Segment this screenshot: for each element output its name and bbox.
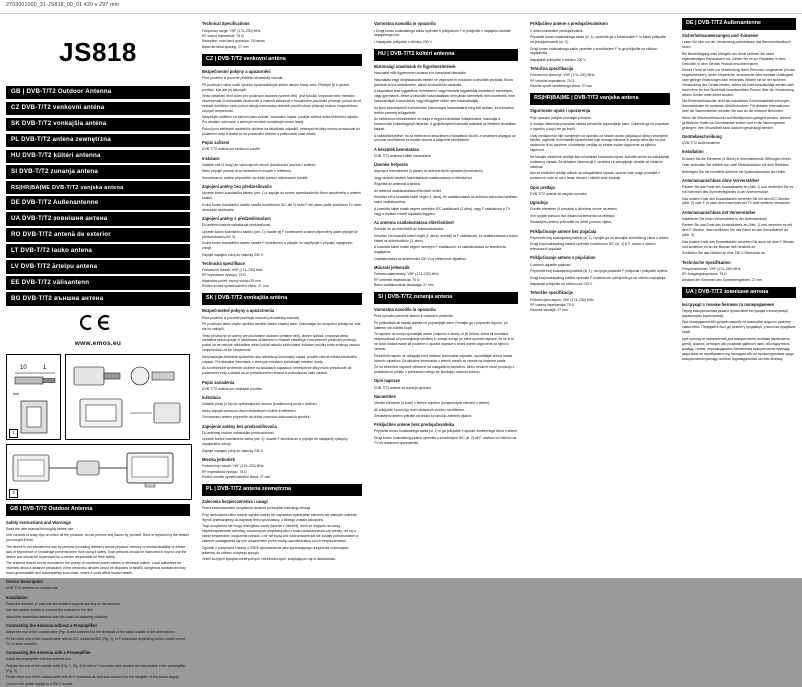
- pl-extra-heading: Varnostna navodila in opozorila: [374, 21, 436, 27]
- cz-tech-4: Rozteč svorek symetrizačního členu: 27 mm: [202, 284, 269, 289]
- hu-tech-3: Balun csatlakozóinak távolsága: 27 mm: [374, 283, 434, 288]
- tech-line-4: Balun terminal spacing: 27 mm: [202, 44, 249, 49]
- column-4: [524, 14, 676, 578]
- rs-safety-p3: Ovaj uređaj/ureda nije namijenjen za uporabu od strane osoba (uključujući djecu) smanjenih fizičkih, osjetilnih ili mentalnih sposobnosti koje nemaju iskustva ili znanja osim ako su pod nadzorom ili su upućene u korištenje uređaja od strane osobe odgovorne za njihovu sigurnost.: [530, 133, 668, 153]
- hu-safety-p1: Használat előtt figyelmesen olvassa el a használati útmutatót.: [374, 71, 467, 76]
- section-header-hu: HU | DVB-T/T2 kültéri antenna: [374, 49, 518, 61]
- de-safety-p2: Bei Beschädigung oder Mängeln am Gerät nehmen Sie keine eigenständigen Reparaturen vor. Geben Sie es zur Reparatur in dem Geschäft, in dem Sie das Produkt erworben haben.: [682, 51, 786, 66]
- lang-bar-rs: RS|HR|BA|ME DVB-T/T2 vanjska antena: [6, 181, 190, 194]
- rs-safety-p1: Prije uporabe pažljivo pročitajte priručnik.: [530, 115, 592, 120]
- gb-safety-p1: Read the user manual thoroughly before use.: [6, 526, 75, 531]
- rs-install-p2: Ili ih spojite pomoću dva distančna elementa na reflektor.: [530, 213, 616, 218]
- sk-install-p1: Zatlačte prvky (4 ks) do vyčnievajúcich otvorov (konštrukčný prvok v anténe).: [202, 402, 318, 407]
- column-5: [676, 14, 802, 578]
- hu-install-p5: Készítse elő a koaxiális kábel végét (1. ábra), és csatlakoztassa az antenna dobozban található balun csatlakozóihoz.: [374, 195, 518, 205]
- cz-preamp-heading: Zapojení antény s předzesilovačem: [202, 215, 271, 221]
- si-tech-2: RF izhodna impedanca: 75 Ω: [530, 78, 575, 83]
- gb-install-p3: Attach the assembled antenna onto the mast via fastening shackles.: [6, 614, 109, 619]
- de-safety-p5: Wenn die Elektroverbraucher auf Mülldeponien gelagert werden, können gefährliche Stoffe ins Grundwasser sickern und in die Nahrungskette gelangen; Ihre Gesundheit kann dadurch geschädigt werden.: [682, 115, 791, 130]
- cz-tech-2: RF impedance výstupu: 75 Ω: [202, 273, 246, 278]
- si-nopreamp-p1: Pripravite konec koaksialnega kabla (sl. 1) in ga priključite v sponke simetrirnega člena v anteni.: [374, 429, 518, 434]
- tech-line-2: RF output impedance: 75 Ω: [202, 33, 244, 38]
- hu-install-p3: Rögzítse az antennát a tartóra.: [374, 182, 421, 187]
- gb-safety-p2: Unit consists of sharp tips on which all the products, do not perform any issues by yourself. Base is repaired by the retailer you bought it from.: [6, 533, 189, 543]
- gb-device-heading: Device Description: [6, 579, 43, 585]
- lang-bar-bg: BG DVB-T/T2 външна антена: [6, 292, 190, 306]
- lang-bar-ro: RO DVB-T/T2 antenă de exterior: [6, 228, 190, 242]
- lang-bar-pl: PL DVB-T/T2 antena zewnętrzna: [6, 134, 190, 148]
- de-install-p3: Befestigen Sie die montierte Antenne mit Spannschrauben am Halter.: [682, 169, 787, 174]
- de-tech-2: RF-Ausgangsimpedanz: 75 Ω: [682, 272, 727, 277]
- gb-tech-heading: Technical Specifications: [202, 21, 250, 27]
- hu-preamp-p1: Szerelje be az előerősítőt az antennadobozba.: [374, 227, 444, 232]
- section-header-pl: PL | DVB-T/T2 antena zewnętrzna: [202, 484, 362, 496]
- cz-preamp-p2: Upravte konec koaxiálního kabelu (obr. 1), osaďte jej F konektorem a kabel připevněný kabel připojte ke předzesilovači (obr. 3).: [202, 229, 358, 239]
- de-safety-p4: Die Elektroverbraucher nicht als unsortierter Kommunalabfall entsorgen, Sammelstellen für sortierten Abfall benutzen. Für aktuelle Informationen über die Sammelstellen wenden Sie sich an die örtlichen Behörden.: [682, 99, 791, 114]
- svg-text:mm: mm: [13, 392, 19, 397]
- cz-safety-p1: Před použitím si pozorně přečtěte uživatelský manuál.: [202, 76, 284, 81]
- si-device-p1: DVB-T/T2 antena za zunanjo uporabo: [374, 385, 432, 390]
- sk-preamp-p3: Zapojte napájací zdroj do zásuvky 230 V.: [202, 448, 264, 453]
- hu-install-p1: Nyomja a elrendezetet (4 darab) az antenna építő nyílásba (konstrukció).: [374, 169, 484, 174]
- lang-bar-hu: HU DVB-T/T2 kültéri antenna: [6, 150, 190, 164]
- sk-safety-p2: Pri používaní alebo chybe výrobku nerobte žiadne zásahy sami. Odovzdajte ho na opravu predajcovi, kde ste ho zakúpili.: [202, 322, 361, 331]
- section-header-si: SI | DVB-T/T2 zunanja antena: [374, 292, 518, 304]
- sk-tech-2: RF impedancia výstupu: 75 Ω: [202, 469, 247, 474]
- ce-mark-icon: [6, 315, 190, 332]
- gb-preamp-p2: Prepare the end of the coaxial cable (Fig. 1, Fig. 2) fit with a F connector and connect the balun/cable in the preamplifier (Fig. 3).: [6, 663, 186, 673]
- hu-safety-p3: A készüléket testi fogyatékos, érzékszervi, vagy mentális fogyatékkal rendelkező személyek, vagy gyermekek, illetve a készülék használatában nem jártas személyek nem kezelhetik, nem használhatják a készüléket, vagy felügyelet nélkül nem használhatják.: [374, 89, 515, 104]
- rs-preamp-p1: U antenu ugradite pojačalo.: [530, 262, 572, 267]
- cz-safety-p4: Nesplňujte oddělení od zařízení jako svítidel, komunální odpad, použijte sběrná místa tříděného odpadu. Pro aktuální informace o sběrných místech kontaktujte místní úřady.: [202, 115, 359, 125]
- rs-install-p1: Gurnite elemente (4 komada) u izbočene otvore na anteni.: [530, 207, 618, 212]
- document-code: 2703001000_31-JS818_00_01 420 x 297 mm: [6, 2, 120, 8]
- lang-bar-si: SI DVB-T/T2 zunanja antena: [6, 165, 190, 179]
- hu-install-p6: A koaxiális kábel másik végére szereljen IEC csatlakozót (2.ábra), vagy F csatlakozót a TV vagy a további erősítő aljzatától függően.: [374, 206, 510, 216]
- hu-preamp-p3: A koaxiális kábel másik végére szereljen F csatlakozót, és csatlakoztassa az áramforrás dugaljához.: [374, 245, 507, 255]
- lang-bar-lv: LV DVB-T/T2 ārtelpu antena: [6, 260, 190, 274]
- hu-device-p1: DVB-T/T2 antenna kültéri használatra: [374, 153, 431, 158]
- sk-install-p2: Alebo pripojte pomocou dvoch dištančných vložiek k reflektoru.: [202, 408, 297, 413]
- gb-safety-heading: Safety Instructions and Warnings: [6, 519, 71, 525]
- hu-safety-p5: Az elektromos készülékeket ne dobja a vegyes háztartási hulladékokba, használja a kommunális hulladékgyűjtő helyeket. A gyűjtőhelyekről aktuális adatokat az illetékes hivatalban kaphat.: [374, 117, 517, 131]
- rs-nopreamp-p2: Drugi kraj koaksijalnog kabela opremite konektorom IEC (sl. 2) ili F, ovisno o utičnici televizora ili pojačala.: [530, 242, 656, 252]
- figure-2-connector: [65, 354, 190, 440]
- gb-device-p1: DVB-T/T2 antenna for outdoor use: [6, 586, 59, 591]
- sk-tech-heading: Mienka jednotiek: [202, 456, 235, 462]
- svg-text:1: 1: [43, 365, 47, 372]
- de-preamp-p3: Das andere Ende des Koaxialkabels versehen Sie auch mit dem F-Stecker und schließen es an die Buchse des Netzteils an.: [682, 239, 795, 249]
- hu-safety-p4: Az ilyen személyekről a készülékek biztonságos használatáról meg kell tanítani, és biztosítsa felelős személy felügyeletét.: [374, 105, 514, 115]
- lang-bar-sk: SK DVB-T/T2 vonkajšia anténa: [6, 118, 190, 132]
- section-header-rs: RS|HR|BA|ME | DVB-T/T2 vanjska antena: [530, 93, 670, 105]
- sk-safety-p3: Tento prístroj nie je určený pre používanie osobami (vrátane detí), ktorým fyzická, zmyslová alebo mentálna neschopnosť či nedostatok skúseností a znalostí zabraňuje v bezpečnom používaní prístroja, pokiaľ na ne nebude dohliadané alebo pokiaľ nebudú inštruované ohľadne použitia tohto prístroja osobou zodpovednou za ich bezpečnosť.: [202, 333, 360, 353]
- si-device-heading: Opis naprave: [374, 378, 400, 384]
- rs-preamp-p4: Napajanje priključite na utičnicu od 230 V.: [530, 282, 593, 287]
- cz-tech-3: Maximální počet: možný vstupu 25 mm: [202, 278, 261, 283]
- section-header-ua: UA | DVB-T/T2 зовнішня антена: [682, 287, 796, 299]
- hu-tech-1: Frekvenciatartomány: VHF (174–230) MHz: [374, 272, 439, 277]
- de-safety-p1: Lesen Sie sich vor der Verwendung aufmerksam das Benutzerhandbuch durch.: [682, 40, 791, 50]
- rs-preamp-heading: Priključivanje antene s pojačalom: [530, 255, 596, 261]
- rs-tech-1: Frekvencijski raspon: VHF (174–230) MHz: [530, 297, 594, 302]
- document-header: [0, 0, 802, 14]
- cz-device-p1: DVB-T/T2 anténa pro venkovní použití: [202, 147, 260, 152]
- de-preamp-heading: Antennenanschluss mit Vorverstärker: [682, 209, 756, 215]
- column-2: [196, 14, 368, 578]
- ua-safety-p1: Перед використанням уважно прочитайте інструкцію з експлуатації (керівництво користувача).: [682, 308, 788, 318]
- cz-install-heading: Instalace: [202, 155, 220, 161]
- cz-safety-p2: Při používání rukou vodič výrobku vyvarovat/dojde skrbní ostrým hrany vami. Předejte již k opravě prodejci, kde jste jej zakoupili.: [202, 82, 349, 92]
- de-install-heading: Installation: [682, 149, 704, 155]
- cz-preamp-p3: Druhý konec koaxiálního kabelu osaďte F konektorem a připojte ho na/připojte v přípojky napájecího zdroje.: [202, 241, 353, 250]
- gb-preamp-p1: Install the preamplifier into the antenna box.: [6, 657, 72, 662]
- si-install-p1: Vtisnite elemente (4 kose) v štrleče odprtine (konstrukcijski element v anteni).: [374, 400, 491, 405]
- rs-device-p1: DVB-T/T2 antena za vanjsku uporabu: [530, 191, 587, 196]
- de-install-p2: Oder verbinden Sie mithilfe von zwei Distanzstücken mit dem Reflektor.: [682, 163, 790, 168]
- cz-install-p1: Zatlačte sítě (4 kusy) do vyčnívajících otvorů (konstrukční pružina v anténě).: [202, 162, 317, 167]
- sk-tech-1: Frekvenčný rozsah: VHF (174–230) MHz: [202, 464, 264, 469]
- cz-nopreamp-heading: Zapojení antény bez předzesilovače: [202, 184, 272, 190]
- de-preamp-p1: Installieren Sie einen Vorverstärker in der Antennendose.: [682, 216, 768, 221]
- gb-nopreamp-heading: Connecting the Antenna without a Preamplifier: [6, 623, 98, 629]
- de-safety-p3: Dieses Gerät ist nicht zur Verwendung durch Personen vorgesehen (Kinder eingeschlossen), deren körperliche, sensorische oder mentale Unfähigkeit oder geringe Erfahrungen bzw. fehlendes Wissen sie an der sicheren Verwendung des Geräts hindert, sofern sie nicht beaufsichtigt werden oder durch eine für ihre Sicherheit verantwortliche Person über die Verwendung dieses Geräts unterrichtet wurden.: [682, 68, 796, 97]
- si-preamp-p2: Pripravite konec koaksialnega kabla (sl. 1), opremite ga s konektorjem F in kabel priključite na predojačevalnik (sl. 3).: [530, 35, 667, 44]
- cz-nopreamp-p1: Upravte konec koaxiálního kabelu (obr. 1) a zapojte do svorek symetrizačního členu umístěného v anténní krabici.: [202, 191, 362, 201]
- rs-safety-p4: Ne bacajte električne uređaje kao nesortirani komunalni otpad, koristite centre za sakupljanje sortiranog otpada. Za aktualne informacije o centrima za sakupljanje obratite se lokalnim vlastima.: [530, 154, 670, 169]
- pl-safety-heading: Zalecenia bezpieczeństwa i uwagi: [202, 499, 268, 505]
- rs-nopreamp-p1: Pripremite kraj koaksijalnog kabela (sl. 1) i spojite ga na stezaljke simetričnog člana u anteni.: [530, 235, 670, 240]
- sk-preamp-heading: Zapojenie antény bez predzosilňovača: [202, 423, 277, 429]
- columns-container: [0, 14, 802, 686]
- sk-preamp-p2: Upravte koniec koaxiálneho kábla (obr. 1), osaďte F konektorom a pripojte do napájacej výstupky napájacieho zdroja.: [202, 437, 348, 447]
- de-nopreamp-p1: Passen Sie das Ende des Koaxialkabels an (Abb. 1) und verbinden Sie es mit Klemmen des Symmetriegliedes in der Antennendose.: [682, 185, 794, 195]
- rs-preamp-p2: Pripremite kraj koaksijalnog kabela (sl. 1), na njega postavite F priključak i priključite antenu.: [530, 269, 669, 274]
- de-device-heading: Gerätebeschreibung: [682, 134, 722, 140]
- gb-install-p2: Use two spacer dowels to connect the antenna to the dish.: [6, 608, 94, 613]
- rs-safety-p2: U slučaju oštećenja proizvoda nikada preuzmite popravljanje sami. Odnesite ga na popravak u trgovinu u kojoj ste ga kupili.: [530, 122, 669, 132]
- cz-safety-p3: Tento zdravotní není určen pro používání osobami (včetně dětí), jimž fyzická, smyslová nebo mentální neschopnost či nedostatek zkušeností a znalostí zabraňuje v bezpečném používání přístroje, pokud na ně nebude dohlíženo nebo pokud nebyly instruovány ohledně použití tohoto přístroje osobou zodpovědnou za jejich bezpečnost.: [202, 94, 362, 113]
- pl-safety-p5: Jeżeli zużytych spriętów elektrycznych i elektronicznych, znajdujących się w składowiska.: [202, 557, 337, 562]
- de-tech-3: Abstand der Klemmen des Symmetriegliedes: 27 mm: [682, 277, 763, 282]
- si-install-heading: Namestitev: [374, 393, 396, 399]
- lang-bar-ee: EE DVB-T/T2 välisantenn: [6, 276, 190, 290]
- figure-number-1: 1: [9, 429, 18, 438]
- gb-nopreamp-p2: Fit the other end of the coaxial cable with an IEC connector/IEC (Fig. 2), or F-connector depending on the socket on the TV or other amplifier.: [6, 636, 186, 646]
- figures-block: [6, 354, 190, 500]
- cz-preamp-p1: Do anténní krabice nainstalujte předzesilovač.: [202, 223, 272, 228]
- si-preamp-p3: Drugi konec koaksialnega kabla opremite s konektorjem F in ga priključite na vtičnico napajalnika.: [530, 46, 658, 56]
- si-nopreamp-heading: Priključitev antene brez predojačevalnika: [374, 422, 455, 428]
- pl-safety-p4: Zgodnie z przepisami Ustawy o ZSEE wprowadzenie jako sprzedającego urządzenia zobowiązani jesteśmy do odbioru zużytego sprzętu.: [202, 545, 349, 555]
- si-safety-p5: Če so električne naprave odložene na odlagališčih odpadkov, lahko nevarne snovi pronicajo v podtalnico in pridejo v prehransko verigo ter škodujejo vašemu zdravju.: [374, 365, 515, 375]
- cz-device-heading: Popis zařízení: [202, 140, 230, 146]
- hu-safety-p2: Használata vagy meghibásodás esetén ne végezzen el módosan a készülék javítását. Bízza javítását arra a kereskedőre, akinél a készüléket vásárolta.: [374, 77, 513, 87]
- si-install-p2: Ali priključite s pomočjo dveh distančnih vložkov na reflektor.: [374, 407, 465, 412]
- hu-tech-2: RF kimeneti impedancia: 75 Ω: [374, 277, 420, 282]
- ua-safety-p3: Цей прилад не призначений для використання особами (включаючи дітей), фізичні, сенсорні або розумові здібності яких, або відсутність досвіду і знань, перешкоджають безпечному використанню приладу, якщо вони не перебувають під наглядом або не проінструктовані щодо використання приладу особою, відповідальною за їхню безпеку.: [682, 336, 794, 361]
- section-header-gb: GB | DVB-T/T2 Outdoor Antenna: [6, 504, 190, 516]
- hu-preamp-p2: Készítse elő koaxiális kábel végét (1. ábra), szerelje rá F csatlakozót, és csatlakoztassa a balun kábelt az előerősítőhöz (3. ábra).: [374, 233, 518, 243]
- cz-tech-1: Frekvenční rozsah: VHF (174–230) MHz: [202, 267, 263, 272]
- hu-tech-heading: Műszaki jellemzők: [374, 265, 410, 271]
- column-3: [368, 14, 524, 578]
- section-header-cz: CZ | DVB-T/T2 venkovní anténa: [202, 54, 362, 66]
- gb-preamp-heading: Connecting the Antenna with a Preamplifier: [6, 650, 91, 656]
- pl-safety-p3: Tego urządzenia nie mogą obsługiwać osoby (łącznie z dziećmi), które ze względu na swoją niepełnosprawność ruchową, czuciową lub umysłową albo z braku doświadczenia czy wiedzy, nie są w stanie bezpiecznie urządzenia używać, o ile nie będą one nadzorowane lub nie zostały poinstruowane w zakresie posługiwania się tym urządzeniem przez osobę odpowiedzialną za ich bezpieczeństwo.: [202, 524, 359, 544]
- lang-bar-cz: CZ DVB-T/T2 venkovní anténa: [6, 102, 190, 116]
- cz-preamp-p4: Zapojte napájecí zdroj do zásuvky 230 V.: [202, 252, 264, 257]
- gb-install-p1: Press the direction (2 pcs) into the installed support opening on the antenna.: [6, 601, 121, 606]
- sk-safety-heading: Bezpečnostné pokyny a upozornenia: [202, 308, 275, 314]
- tech-line-3: Reception: max band spectrum, 25 bands: [202, 39, 265, 44]
- ua-safety-heading: Інструкції з техніки безпеки та попередження: [682, 301, 774, 307]
- rs-preamp-p3: Drugi kraj koaksijalnog kabela opremite F konektorom i priključite ga na utičnicu napajanja.: [530, 275, 667, 280]
- rs-tech-3: Razmak stezaljki: 27 mm: [530, 308, 568, 313]
- column-1: [0, 14, 196, 686]
- gb-preamp-p3: Fit the other end of the coaxial cable with an F connector as well and connect it to the daughter of the power supply.: [6, 675, 180, 680]
- cz-nopreamp-p2: Druhý konec koaxiálního kabelu osaďte konektorem IEC dle 2) nebo F dle závisí podle konektoru TV nebo demontáž zesilovače.: [202, 202, 362, 212]
- figure-3-system-diagram: [6, 444, 192, 500]
- rs-safety-heading: Sigurnosne upute i upozorenja: [530, 108, 591, 114]
- hu-install-p2: Vagy távtartó betétek használatával csatlakoztassa a reflektorhoz.: [374, 175, 474, 180]
- si-safety-p2: Pri poškodbah ali napaki izdelka ne popravljajte sami. Predajte ga v popravilo trgovcu, pri katerem ste izdelek kupili.: [374, 320, 508, 330]
- tech-line-1: Frequency range: VHF (174–230) MHz: [202, 28, 261, 33]
- rs-nopreamp-heading: Priključivanje antene bez pojačala: [530, 228, 597, 234]
- lang-bar-gb: GB | DVB-T/T2 Outdoor Antenna: [6, 86, 190, 100]
- si-tech-3: Razmik sponk simetrirnega člena: 27 mm: [530, 84, 593, 89]
- hu-install-p4: Az antenna csatlakoztatása előerősítő nélkül: [374, 188, 442, 193]
- pl-extra-p1: • Drugi konec koaksialnega kabla opremite s priključkom F in priključite v napajalno kontakt napajalnega vira.: [374, 28, 511, 38]
- de-safety-heading: Sicherheitsanweisungen und -hinweise: [682, 33, 759, 39]
- rs-install-heading: Ugradnja: [530, 200, 548, 205]
- de-tech-1: Frequenzbereich: VHF (174–230) MHz: [682, 266, 741, 271]
- si-tech-1: Frekvenčno območje: VHF (174–230) MHz: [530, 73, 595, 78]
- sk-device-p1: DVB-T/T2 anténa pre vonkajšie použitie: [202, 386, 262, 391]
- de-preamp-p4: Schließen Sie das Netzteil an eine 230 V-Steckdose an.: [682, 251, 766, 256]
- rs-tech-2: RF izlazna impedancija: 75 Ω: [530, 302, 575, 307]
- lang-bar-de: DE DVB-T/T2 Außenantenne: [6, 196, 190, 210]
- si-install-p3: Sestavljeno anteno pritrdite na držalo s pomočjo zateznih vijakov.: [374, 414, 472, 419]
- de-nopreamp-heading: Antennenanschluss ohne Vorverstärker: [682, 177, 760, 183]
- pl-extra-p2: • Napajalnik priključite v vtičnico 230 V.: [374, 39, 433, 44]
- de-device-p1: DVB-T/T2 Außenantenne: [682, 141, 721, 146]
- si-safety-p4: Električnih naprav ne odlagajte med mešane komunalne odpadke, uporabljajte zbirna mesta ločenih odpadkov. Za aktualne informacije o zbirnih mestih se obrnite na krajevne urade.: [374, 353, 513, 363]
- cz-install-p3: Smontovanou anténu připevněte na držák pomocí stahovacích šroubů.: [202, 175, 309, 180]
- sk-safety-p5: Ak sú elektrické spotrebiče uložené na skládkach odpadkov, nebezpečné látky môžu presakovať do podzemnej vody a dostať sa do potravinového reťazca a poškodzovať vaše zdravie.: [202, 366, 352, 376]
- pl-safety-p2: Przy uszkodzeniu albo wadzie wyrobu należy ich naprawiać wykonywać samemu we własnym zakresie. Wyrób przekazujemy do naprawy temu sprzedawcy, u którego zostało zakupiony.: [202, 512, 358, 522]
- sk-tech-3: Rozteč svoriek symetrizačného člena: 27 mm: [202, 474, 271, 479]
- sk-install-p3: Zmontovanú anténu pripevnite na držiak pomocou sťahovacích skrutiek.: [202, 415, 311, 420]
- cz-tech-heading: Technická specifikace: [202, 260, 245, 266]
- sk-safety-p1: Pred použitím si pozorne prečítajte manuál (užívateľský manuál).: [202, 315, 300, 320]
- hu-safety-heading: Biztonsági utasítások és figyelmeztetések: [374, 64, 456, 70]
- lang-bar-lt: LT DVB-T/T2 lauko antena: [6, 244, 190, 258]
- section-header-sk: SK | DVB-T/T2 vonkajšia anténa: [202, 293, 362, 305]
- svg-text:10: 10: [20, 365, 27, 372]
- sk-install-heading: Inštalácia: [202, 395, 221, 401]
- figure-1-cable: [6, 354, 61, 440]
- si-safety-heading: Varnostna navodila in opozorila: [374, 307, 436, 313]
- cz-safety-p5: Pokud jsou elektrické spotřebiče uložené na skládkách odpadků, nebezpečné látky mohou prosakovat do podzemní vody a dostat se do potravního řetězce a poškozovat vaše zdraví.: [202, 126, 360, 136]
- si-safety-p3: Te naprave ne smejo uporabljati osebe (vključno z otroci), ki jih fizična, čutna ali mentalna nesposobnost ali pomanjkanje izkušenj in znanja ovirajo pri varni uporabi naprave, če se le-te ne bodo nadzorovane ali poučene o uporabi naprave s strani osebe odgovorne za njihovo varnost.: [374, 332, 515, 352]
- section-header-de: DE | DVB-T/T2 Außenantenne: [682, 18, 796, 30]
- si-tech-heading: Tehnična specifikacija: [530, 66, 574, 72]
- si-preamp-p4: Napajalnik priključite v vtičnico 230 V.: [530, 57, 587, 62]
- de-tech-heading: Technische Spezifikation: [682, 259, 731, 265]
- figure-number-3: 3: [9, 489, 18, 498]
- rs-tech-heading: Tehničke specifikacije: [530, 290, 573, 296]
- sk-device-heading: Popis zariadenia: [202, 379, 235, 385]
- sk-safety-p4: Nevyhadzujte elektrické spotrebiče ako netriedený komunálny odpad, použite zberné miesta triedeného odpadu. Pre aktuálne informácie o zberných miestach kontaktujte miestne úrady.: [202, 354, 358, 364]
- hu-preamp-p4: Csatlakoztassa az áramforrást 230 V-os elektromos aljzathoz.: [374, 256, 467, 261]
- de-preamp-p2: Passen Sie das Ende des Koaxialkabels an (Abb. 1) und versehen es mit dem F-Stecker, dann schließen Sie das Kabel an den Vorverstärker an (Abb. 3).: [682, 223, 792, 238]
- hu-preamp-heading: Az antenna csatlakoztatása előerősítővel: [374, 220, 454, 226]
- ua-safety-p2: При пошкодженні або дефекті виробу не виконуйте жодного ремонту самостійно. Передайте його до ремонту продавцю, у якого ви придбали виріб.: [682, 320, 796, 335]
- brand-title: JS818: [59, 37, 137, 67]
- website-url: www.emos.eu: [74, 339, 122, 347]
- cz-safety-heading: Bezpečnostní pokyny a upozornění: [202, 68, 271, 74]
- cz-install-p2: Nebo připojte pomocí dvou distančních vloupek k reflektoru.: [202, 169, 292, 174]
- si-nopreamp-p2: Drugi konec koaksialnega kabla opremite s konektorjem IEC (sl. 2) ali F, odvisno od vtičnice na TV ali dodatnem ojačevalniku.: [374, 436, 517, 445]
- pl-safety-p1: Przed zastosowaniem urządzenia uważnie przeczytać instrukcję obsługi.: [202, 506, 312, 511]
- lang-bar-ua: UA DVB-T/T2 зовнішня антена: [6, 212, 190, 226]
- rs-safety-p5: Ako se električni uređaji odlože na odlagalištima otpada, opasne tvari mogu prodrijeti u podzemne vode te ući u lanac ishrane i oštetiti vaše zdravlje.: [530, 171, 661, 181]
- de-nopreamp-p2: Das andere Ende des Koaxialkabels versehen Sie mit dem IEC-Stecker (Abb. 2) oder F, je nach dem Anschluss am TV oder weiteren Verstärker.: [682, 196, 791, 206]
- hu-install-heading: Üzembe helyezés: [374, 162, 408, 168]
- rs-install-p3: Sastavljenu antenu pričvrstite na držač pomoću vijaka.: [530, 220, 612, 225]
- hu-safety-p6: A hulladékkezelése: ha az elektromos készüléket a hulladékok között, a veszélyes anyagok az ivóvízbe kerülhetnek és tovább okozva a talajvízbe kerülhetnek.: [374, 133, 516, 143]
- gb-nopreamp-p1: Adjust the end of the coaxial cable (Fig. 1) and connect it to the terminals of the balun located in the antenna box.: [6, 630, 176, 635]
- gb-install-heading: Installation: [6, 594, 28, 600]
- si-safety-p1: Pred uporabo preverite skrbno in natančno preberite.: [374, 314, 454, 319]
- gb-preamp-p4: Connect the power supply to a 230 V socket.: [6, 681, 74, 686]
- si-preamp-heading: Priključitev antene s predojačevalnikom: [530, 21, 608, 27]
- sk-preamp-p1: Do anténnej krabice nainštalujte predzosilňovač.: [202, 430, 275, 435]
- gb-safety-p4: The antenna should not be mounted in the vicinity of overhead power cables or electrical outlets. Local authorities be informed about a distance precaution of the electronic devices would be disposed of landfill, dangerous substances may reach groundwater and subsequently food chain, where it could affect human health.: [6, 561, 186, 575]
- hu-device-heading: A készülék bemutatása: [374, 146, 419, 152]
- gb-safety-p3: The device is not intended for use by persons (including children) whose physical, sensory or mental disability or whose lack of experience or knowledge prevents them from using it safely. Such persons should be instructed in how to use the device and should be supervised by a person responsible for their safety.: [6, 544, 187, 559]
- de-install-p1: Drücken Sie die Elemente (4 Stück) in hervorstehende Öffnungen hinein.: [682, 156, 792, 161]
- si-preamp-p1: V anteni namestite predojačevalnik.: [530, 28, 584, 33]
- rs-device-heading: Opis uređaja: [530, 184, 555, 190]
